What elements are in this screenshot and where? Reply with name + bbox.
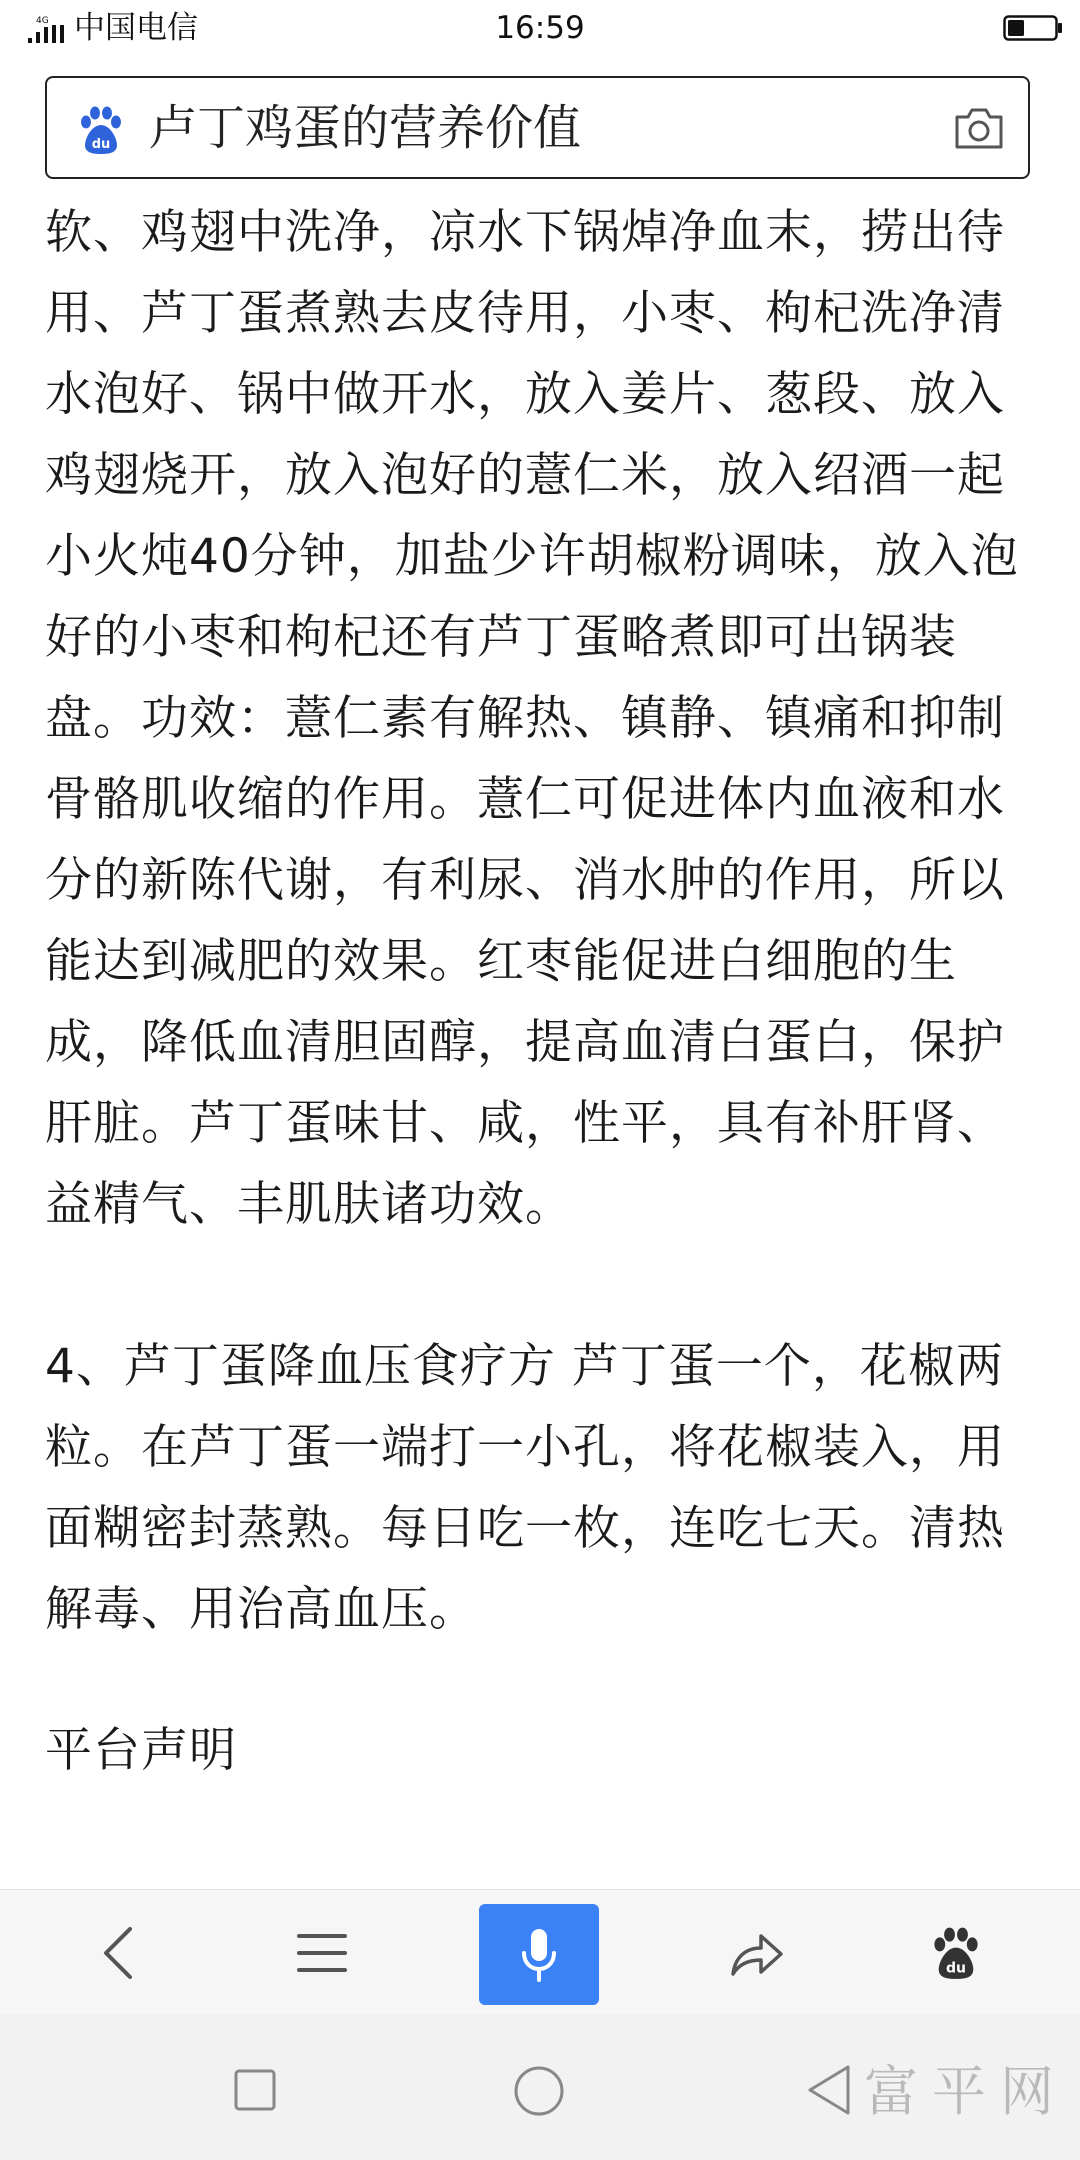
bottom-toolbar [0, 1889, 1080, 2015]
share-button[interactable] [697, 1890, 817, 2015]
share-icon [729, 1928, 785, 1978]
network-type: 4G [36, 16, 49, 26]
camera-icon[interactable] [953, 105, 1005, 151]
menu-icon [297, 1932, 347, 1974]
baidu-home-button[interactable] [896, 1890, 1016, 2015]
baidu-paw-icon [930, 1926, 982, 1980]
system-nav-bar [0, 2014, 1080, 2160]
menu-button[interactable] [262, 1890, 382, 2015]
battery-icon [1003, 15, 1063, 41]
svg-text:du: du [945, 1959, 967, 1976]
article-body [45, 192, 1035, 1791]
voice-search-button[interactable] [479, 1904, 599, 2005]
home-circle-icon[interactable] [514, 2066, 564, 2116]
watermark: 富平网 [864, 2060, 1068, 2123]
baidu-paw-icon [77, 105, 125, 155]
back-button[interactable] [58, 1890, 178, 2015]
article-paragraph-recipe: 软、鸡翅中洗净，凉水下锅焯净血末，捞出待用、芦丁蛋煮熟去皮待用，小枣、枸杞洗净清水泡好、锅中做开水，放入姜片、葱段、放入鸡翅烧开，放入泡好的薏仁米，放入绍酒一起小火炖40分钟，加盐少许胡椒粉调味，放入泡好的小枣和枸杞还有芦丁蛋略煮即可出锅装盘。功效：薏仁素有解热、镇静、镇痛和抑制骨骼肌收缩的作用。薏仁可促进体内血液和水分的新陈代谢，有利尿、消水肿的作用，所以能达到减肥的效果。红枣能促进白细胞的生成，降低血清胆固醇，提高血清白蛋白，保护肝脏。芦丁蛋味甘、咸，性平，具有补肝肾、益精气、丰肌肤诸功效。 [45, 205, 1019, 1232]
search-query[interactable]: 卢丁鸡蛋的营养价值 [149, 100, 582, 156]
article-paragraph-remedy: 4、芦丁蛋降血压食疗方 芦丁蛋一个，花椒两粒。在芦丁蛋一端打一小孔，将花椒装入，用面糊密封蒸熟。每日吃一枚，连吃七天。清热解毒、用治高血压。 [45, 1339, 1005, 1637]
recent-apps-icon[interactable] [234, 2069, 276, 2111]
carrier-name: 中国电信 [74, 10, 198, 46]
search-bar[interactable] [45, 76, 1030, 179]
status-time: 16:59 [495, 10, 585, 46]
platform-statement-link[interactable]: 平台声明 [45, 1723, 237, 1778]
status-bar [0, 0, 1080, 56]
system-back-icon[interactable] [806, 2064, 852, 2116]
microphone-icon [519, 1927, 559, 1983]
chevron-left-icon [98, 1925, 138, 1981]
svg-text:du: du [91, 137, 111, 152]
